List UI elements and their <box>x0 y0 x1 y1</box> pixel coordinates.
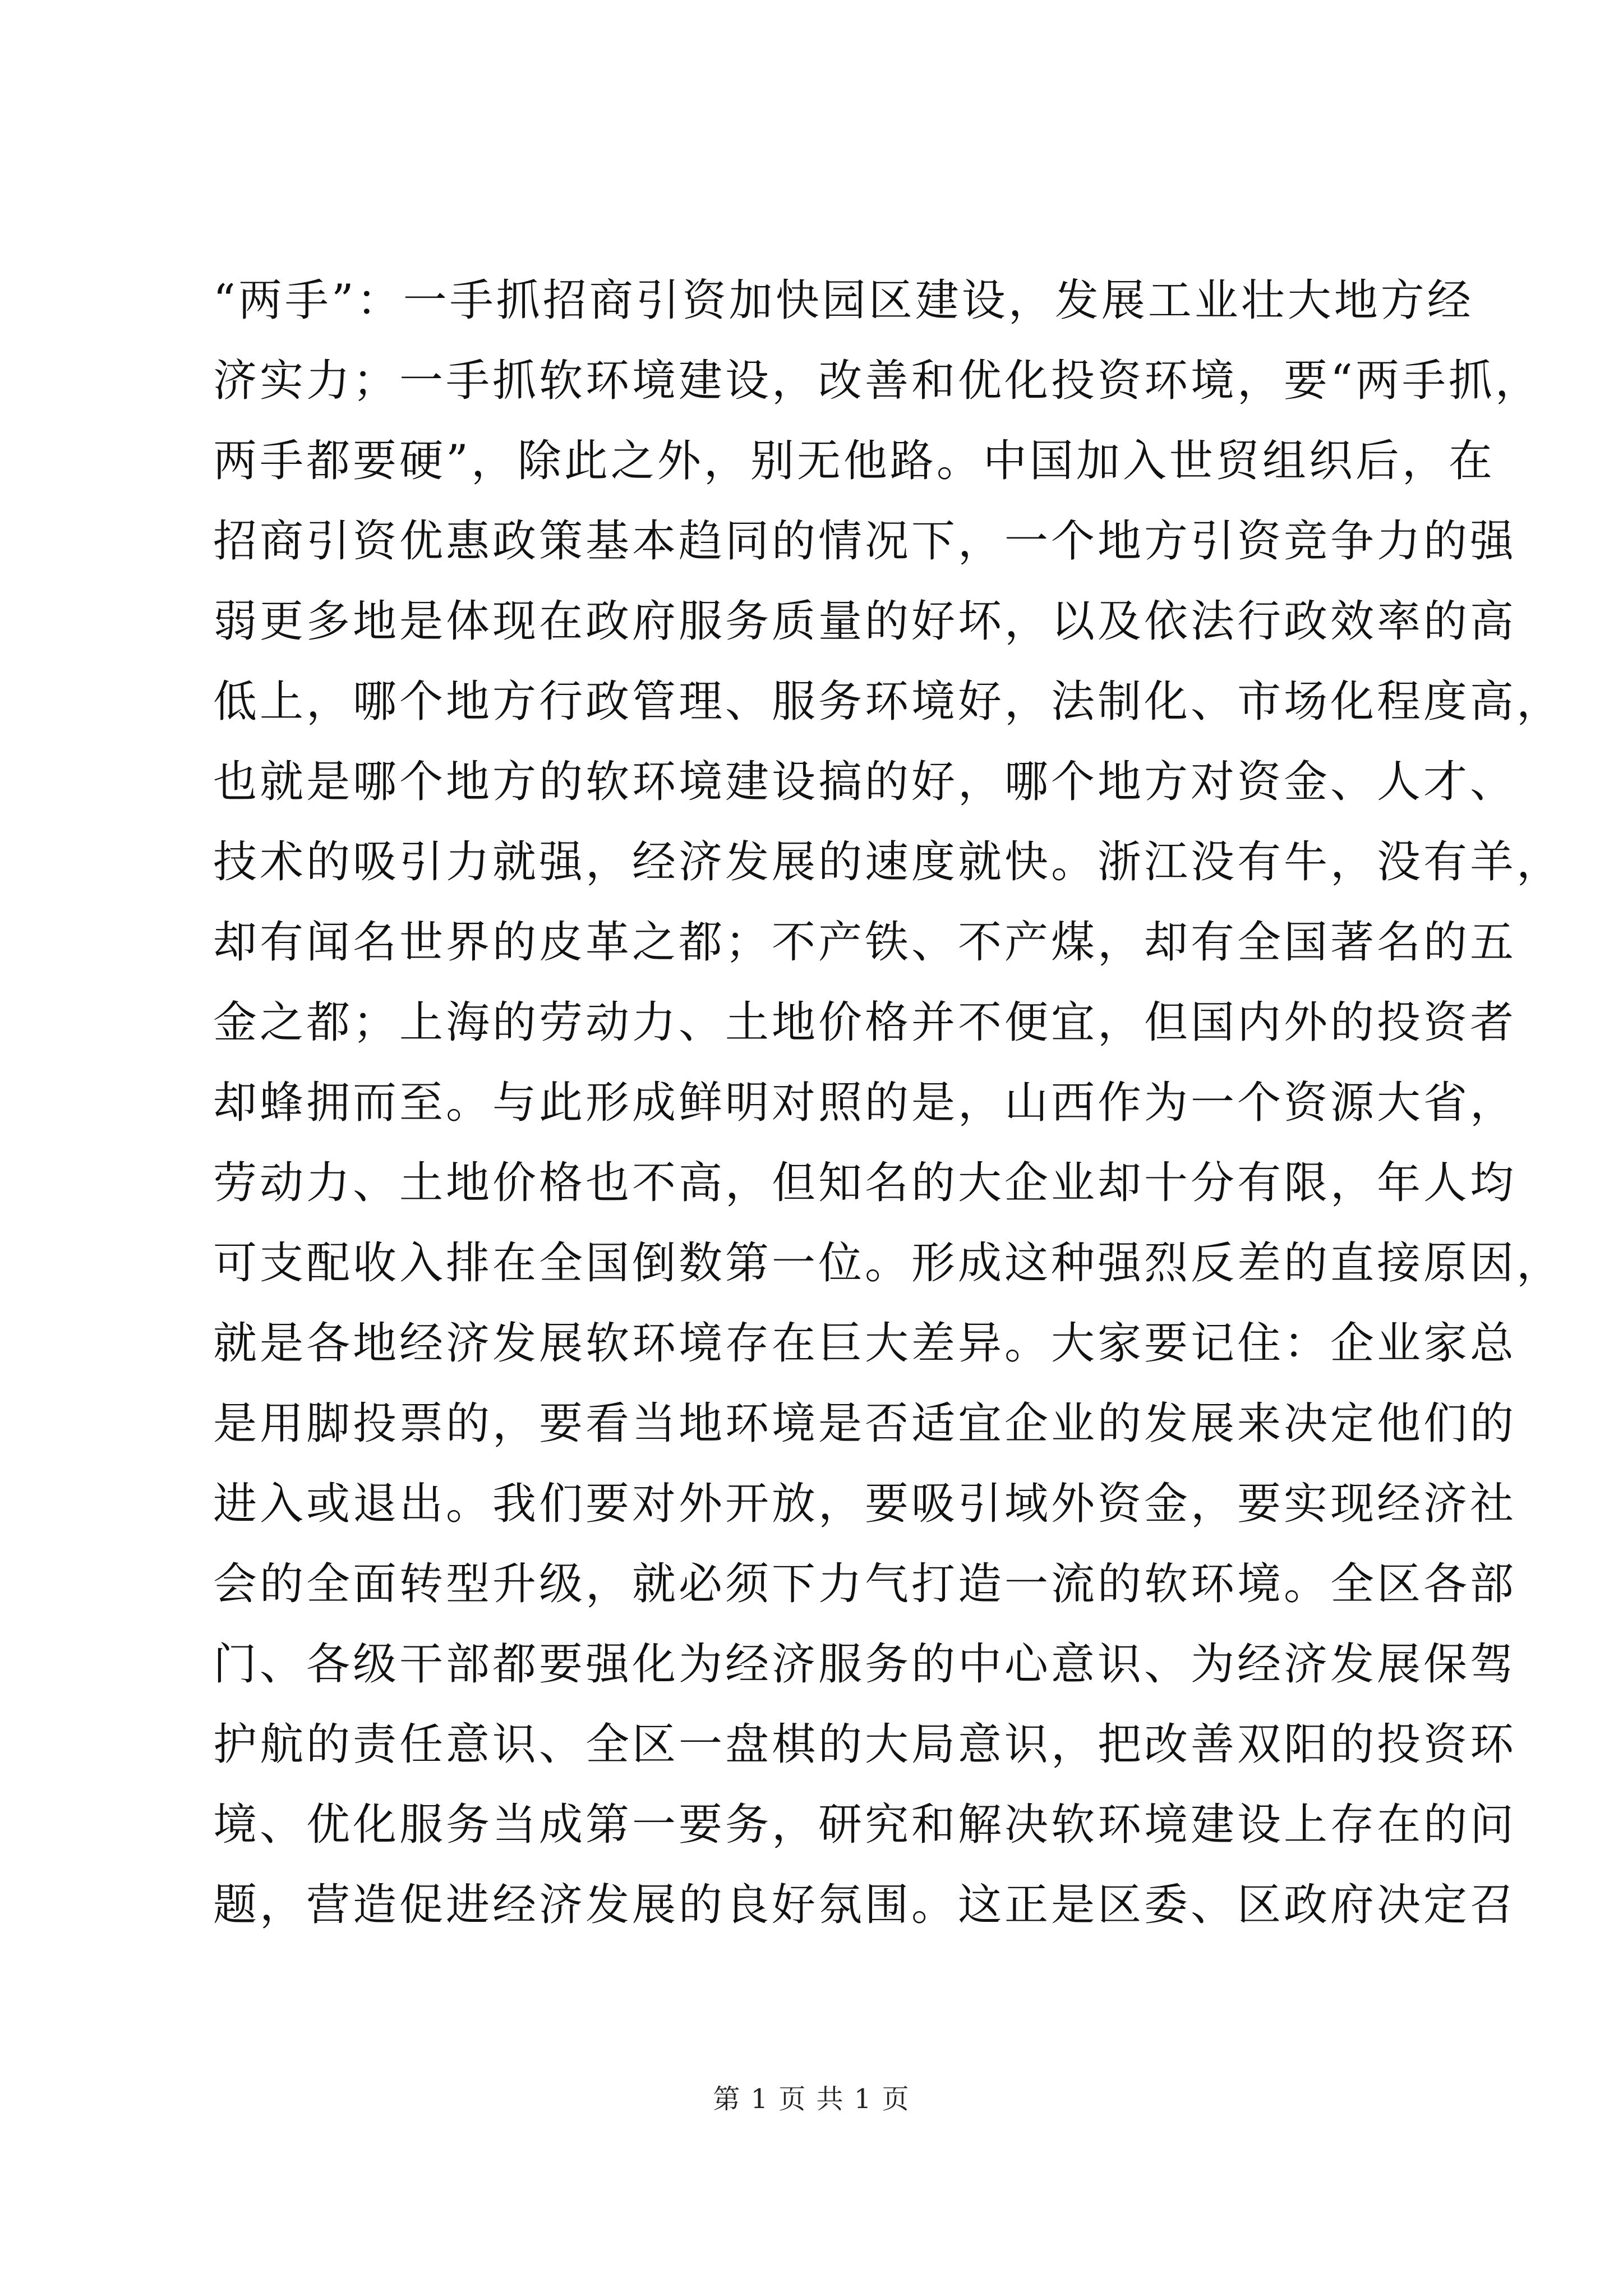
text-line: 就是各地经济发展软环境存在巨大差异。大家要记住：企业家总 <box>213 1318 1517 1369</box>
text-line: 却蜂拥而至。与此形成鲜明对照的是，山西作为一个资源大省， <box>213 1078 1517 1128</box>
text-line: 金之都；上海的劳动力、土地价格并不便宜，但国内外的投资者 <box>213 997 1517 1048</box>
text-line: 两手都要硬”，除此之外，别无他路。中国加入世贸组织后，在 <box>213 436 1495 486</box>
text-line: 进入或退出。我们要对外开放，要吸引域外资金，要实现经济社 <box>213 1479 1517 1529</box>
text-line: 题，营造促进经济发展的良好氛围。这正是区委、区政府决定召 <box>213 1880 1517 1930</box>
text-line: 会的全面转型升级，就必须下力气打造一流的软环境。全区各部 <box>213 1559 1517 1609</box>
text-line: 是用脚投票的，要看当地环境是否适宜企业的发展来决定他们的 <box>213 1398 1517 1449</box>
page-footer: 第 1 页 共 1 页 <box>713 2083 910 2115</box>
text-line: 也就是哪个地方的软环境建设搞的好，哪个地方对资金、人才、 <box>213 757 1517 807</box>
text-line: “两手”：一手抓招商引资加快园区建设，发展工业壮大地方经 <box>213 275 1474 326</box>
body-paragraph <box>213 261 1564 1945</box>
text-line: 劳动力、土地价格也不高，但知名的大企业却十分有限，年人均 <box>213 1158 1517 1208</box>
text-line: 招商引资优惠政策基本趋同的情况下，一个地方引资竞争力的强 <box>213 516 1517 567</box>
text-line: 境、优化服务当成第一要务，研究和解决软环境建设上存在的问 <box>213 1800 1517 1850</box>
text-line: 低上，哪个地方行政管理、服务环境好，法制化、市场化程度高， <box>213 677 1564 727</box>
text-line: 济实力；一手抓软环境建设，改善和优化投资环境，要“两手抓， <box>213 356 1542 406</box>
text-line: 却有闻名世界的皮革之都；不产铁、不产煤，却有全国著名的五 <box>213 917 1517 968</box>
text-line: 护航的责任意识、全区一盘棋的大局意识，把改善双阳的投资环 <box>213 1719 1517 1770</box>
text-line: 可支配收入排在全国倒数第一位。形成这种强烈反差的直接原因， <box>213 1238 1564 1289</box>
text-line: 弱更多地是体现在政府服务质量的好坏，以及依法行政效率的高 <box>213 596 1517 647</box>
text-line: 技术的吸引力就强，经济发展的速度就快。浙江没有牛，没有羊， <box>213 837 1564 887</box>
text-line: 门、各级干部都要强化为经济服务的中心意识、为经济发展保驾 <box>213 1639 1517 1690</box>
